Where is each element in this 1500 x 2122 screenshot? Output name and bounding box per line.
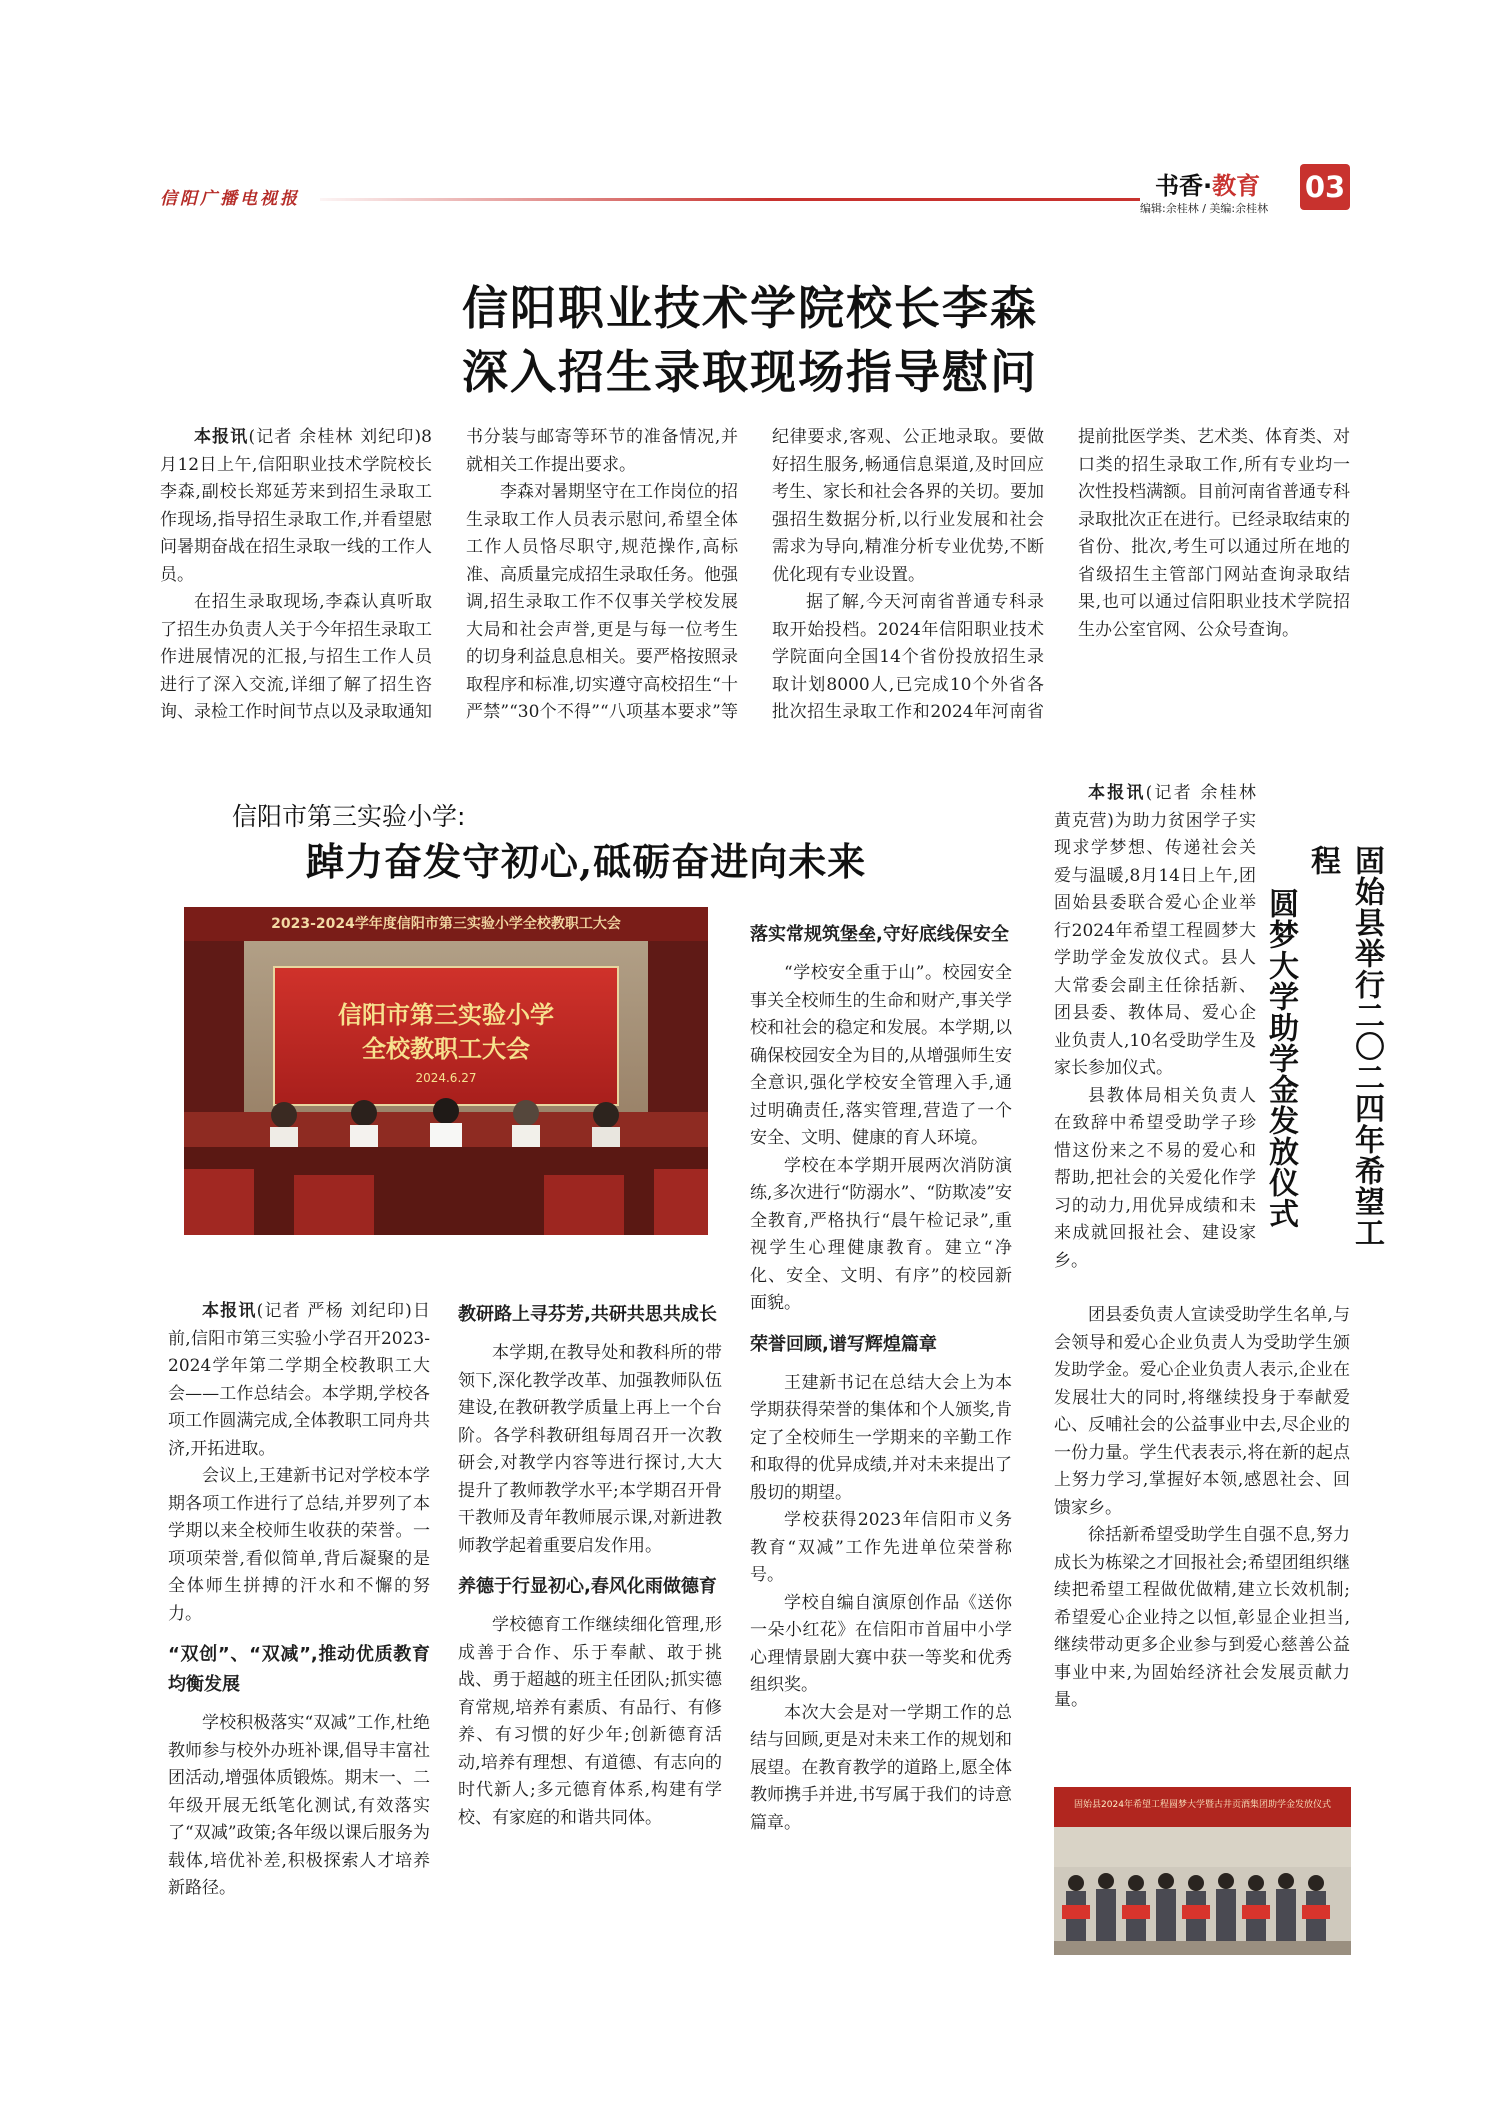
article3-paragraph: 为助力贫困学子实现求学梦想、传递社会关爱与温暖,8月14日上午,团固始县委联合爱心企业举行2024年希望工程圆梦大学助学金发放仪式。县人大常委会副主任徐括新、团县委、教体局、爱心企业负责人,10名受助学生及家长参加仪式。 (1054, 810, 1257, 1078)
article3-body-bottom (1054, 1302, 1350, 1715)
article1-paragraph: 据了解,今天河南省普通专科录取开始投档。2024年信阳职业技术学院面向全国14个省份投放招生录取计划8000人,已完成10个外省各批次招生录取工作和2024年河南省提前批医学类、艺术类、体育类、对口类的招生录取工作,所有专业均一次性投档满额。目前河南省普通专科录取批次正在进行。已经录取结束的省份、批次,考生可以通过所在地的省级招生主管部门网站查询录取结果,也可以通过信阳职业技术学院招生办公室官网、公众号查询。 (772, 427, 1350, 722)
article3-title-line1: 固始县举行二〇二四年希望工程 (1305, 845, 1384, 1248)
header-rule (320, 198, 1140, 201)
meeting-photo (184, 907, 708, 1235)
page-number-badge: 03 (1300, 164, 1350, 210)
article2-subheading: 教研路上寻芬芳,共研共思共成长 (458, 1304, 717, 1325)
article2-paragraph: 本学期,在教导处和教科所的带领下,深化教学改革、加强教师队伍建设,在教研教学质量上再上一个台阶。各学科教研组每周召开一次教研会,对教学内容等进行探讨,大大提升了教师教学水平;本学期召开骨干教师及青年教师展示课,对新进教师教学起着重要启发作用。 (458, 1343, 722, 1556)
photo-screen-date: 2024.6.27 (415, 1071, 477, 1085)
article2-paragraph: “学校安全重于山”。校园安全事关全校师生的生命和财产,事关学校和社会的稳定和发展。本学期,以确保校园安全为目的,从增强师生安全意识,强化学校安全管理入手,通过明确责任,落实管理,营造了一个安全、文明、健康的育人环境。 (750, 963, 1012, 1148)
article1-headline-line2: 深入招生录取现场指导慰问 (462, 345, 1038, 399)
section-accent: 教育 (1212, 172, 1261, 200)
article1-byline: (记者 余桂林 刘纪印) (248, 427, 422, 447)
article2-subheading: 落实常规筑堡垒,守好底线保安全 (750, 924, 1009, 945)
article2-paragraph: 学校获得2023年信阳市义务教育“双减”工作先进单位荣誉称号。 (750, 1510, 1012, 1585)
article2-paragraph: 学校德育工作继续细化管理,形成善于合作、乐于奉献、敢于挑战、勇于超越的班主任团队;抓实德育常规,培养有素质、有品行、有修养、有习惯的好少年;创新德育活动,培养有理想、有道德、有志向的时代新人;多元德育体系,构建有学校、有家庭的和谐共同体。 (458, 1615, 722, 1828)
article2-subheading: 养德于行显初心,春风化雨做德育 (458, 1576, 717, 1597)
article2-paragraph: 会议上,王建新书记对学校本学期各项工作进行了总结,并罗列了本学期以来全校师生收获的荣誉。一项项荣誉,看似简单,背后凝聚的是全体师生拼搏的汗水和不懈的努力。 (168, 1466, 430, 1624)
article2-paragraph: 学校自编自演原创作品《送你一朵小红花》在信阳市首届中小学心理情景剧大赛中获一等奖和优秀组织奖。 (750, 1592, 1012, 1695)
article2-subheading: 荣誉回顾,谱写辉煌篇章 (750, 1333, 937, 1355)
article1-paragraph: 8月12日上午,信阳职业技术学院校长李森,副校长郑延芳来到招生录取工作现场,指导招生录取工作,并看望慰问暑期奋战在招生录取一线的工作人员。 (160, 427, 432, 585)
section-prefix: 书香· (1155, 172, 1213, 200)
ceremony-banner-text: 固始县2024年希望工程圆梦大学暨古井贡酒集团助学金发放仪式 (1074, 1800, 1331, 1810)
article2-paragraph: 学校在本学期开展两次消防演练,多次进行“防溺水”、“防欺凌”安全教育,严格执行“晨午检记录”,重视学生心理健康教育。建立“净化、安全、文明、有序”的校园新面貌。 (750, 1155, 1012, 1313)
article1-body (160, 424, 1350, 730)
article3-title-line2: 圆梦大学助学金发放仪式 (1263, 888, 1298, 1229)
newspaper-brand: 信阳广播电视报 (160, 189, 300, 209)
article2-col1 (168, 1298, 430, 1903)
article1-paragraph: 在招生录取现场,李森认真听取了招生办负责人关于今年招生录取工作进展情况的汇报,与招生工作人员进行了深入交流,详细了解了招生咨询、录检工作时间节点以及录取通知书分装与邮寄等环节的准备情况,并就相关工作提出要求。 (160, 427, 738, 722)
article2-paragraph: 日前,信阳市第三实验小学召开2023-2024学年第二学期全校教职工大会——工作总结会。本学期,学校各项工作圆满完成,全体教职工同舟共济,开拓进取。 (168, 1301, 431, 1459)
article3-paragraph: 团县委负责人宣读受助学生名单,与会领导和爱心企业负责人为受助学生颁发助学金。爱心企业负责人表示,企业在发展壮大的同时,将继续投身于奉献爱心、反哺社会的公益事业中去,尽企业的一份力量。学生代表表示,将在新的起点上努力学习,掌握好本领,感恩社会、回馈家乡。 (1054, 1305, 1350, 1518)
article3-body-top (1054, 780, 1256, 1275)
article1-lead-label: 本报讯 (194, 427, 249, 447)
article3-lead-label: 本报讯 (1088, 783, 1146, 803)
article1-paragraph: 李森对暑期坚守在工作岗位的招生录取工作人员表示慰问,希望全体工作人员恪尽职守,规范操作,高标准、高质量完成招生录取任务。他强调,招生录取工作不仅事关学校发展大局和社会声誉,更是与每一位考生的切身利益息息相关。要严格按照录取程序和标准,切实遵守高校招生“十严禁”“30个不得”“八项基本要求”等纪律要求,客观、公正地录取。要做好招生服务,畅通信息渠道,及时回应考生、家长和社会各界的关切。要加强招生数据分析,以行业发展和社会需求为导向,精准分析专业优势,不断优化现有专业设置。 (466, 427, 1044, 722)
article2-lead-label: 本报讯 (202, 1301, 257, 1321)
photo-banner-text: 2023-2024学年度信阳市第三实验小学全校教职工大会 (271, 916, 621, 932)
article1-headline-line1: 信阳职业技术学院校长李森 (462, 281, 1038, 335)
article2-title: 踔力奋发守初心,砥砺奋进向未来 (306, 839, 867, 884)
ceremony-photo-illustration (1054, 1787, 1351, 1955)
article3-paragraph: 徐括新希望受助学生自强不息,努力成长为栋梁之才回报社会;希望团组织继续把希望工程做优做精,建立长效机制;希望爱心企业持之以恒,彰显企业担当,继续带动更多企业参与到爱心慈善公益事业中来,为固始经济社会发展贡献力量。 (1054, 1525, 1350, 1710)
article2-subheading: “双创”、“双减”,推动优质教育均衡发展 (168, 1644, 430, 1695)
article2-paragraph: 本次大会是对一学期工作的总结与回顾,更是对未来工作的规划和展望。在教育教学的道路上,愿全体教师携手并进,书写属于我们的诗意篇章。 (750, 1702, 1012, 1833)
ceremony-photo (1054, 1787, 1351, 1955)
article2-byline: (记者 严杨 刘纪印) (256, 1301, 412, 1321)
article2-paragraph: 学校积极落实“双减”工作,杜绝教师参与校外办班补课,倡导丰富社团活动,增强体质锻炼。期末一、二年级开展无纸笔化测试,有效落实了“双减”政策;各年级以课后服务为载体,培优补差,积极探索人才培养新路径。 (168, 1713, 430, 1898)
photo-screen-subtitle: 全校教职工大会 (362, 1035, 530, 1063)
article3-paragraph: 县教体局相关负责人在致辞中希望受助学子珍惜这份来之不易的爱心和帮助,把社会的关爱化作学习的动力,用优异成绩和未来成就回报社会、建设家乡。 (1054, 1085, 1256, 1271)
article2-paragraph: 王建新书记在总结大会上为本学期获得荣誉的集体和个人颁奖,肯定了全校师生一学期来的辛勤工作和取得的优异成绩,并对未来提出了殷切的期望。 (750, 1372, 1012, 1503)
article2-kicker: 信阳市第三实验小学: (232, 802, 466, 831)
article2-col3 (750, 920, 1012, 1837)
article2-col2 (458, 1300, 722, 1832)
photo-screen-title: 信阳市第三实验小学 (338, 1001, 554, 1029)
editor-credits: 编辑:余桂林 / 美编:余桂林 (1140, 202, 1269, 215)
article3-byline: (记者 余桂林 黄克营) (1054, 783, 1256, 831)
section-title (1155, 166, 1260, 201)
